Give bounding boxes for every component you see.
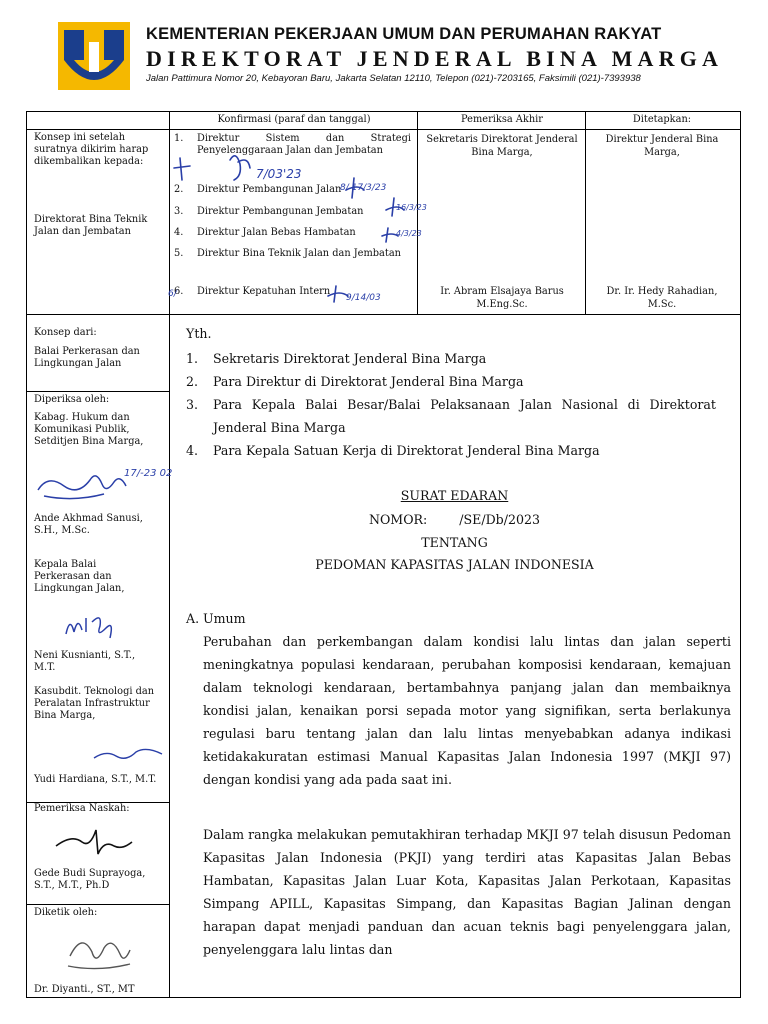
recipient-num: 4. (186, 443, 199, 458)
list-item (186, 439, 716, 462)
initial-date-2: 8/ 17/3/23 (340, 183, 387, 193)
ministry-name: KEMENTERIAN PEKERJAAN UMUM DAN PERUMAHAN RAKYAT (146, 25, 662, 43)
list-item (186, 347, 716, 370)
letter-number (170, 512, 739, 527)
concept-return-unit: Direktorat Bina Teknik Jalan dan Jembatan (34, 214, 148, 237)
paragraph-2: Dalam rangka melakukan pemutakhiran terhadap MKJI 97 telah disusun Pedoman Kapasitas Jalan Indonesia (PKJI) yang terdiri atas Kapasitas Jalan Bebas Hambatan, Kapasitas Jalan Luar Kota, Kapasitas Jalan Perkotaan, Kapasitas Simpang APILL, Kapasitas Simpang, dan Kapasitas Bagian Jalinan dengan harapan dapat menjadi panduan dan acuan teknis bagi penyelenggara jalan, penyelenggara lalu lintas dan (203, 827, 731, 957)
diperiksa-label: Diperiksa oleh: (34, 394, 110, 405)
approved-name: Dr. Ir. Hedy Rahadian, M.Sc. (606, 286, 718, 310)
final-check-name: Ir. Abram Elsajaya Barus M.Eng.Sc. (440, 286, 564, 310)
letter-subject: PEDOMAN KAPASITAS JALAN INDONESIA (315, 557, 594, 572)
initial-date-3: 16/3/23 (396, 203, 427, 212)
diperiksa-name: Ande Akhmad Sanusi, S.H., M.Sc. (34, 513, 143, 536)
header-ditetapkan: Ditetapkan: (632, 114, 692, 125)
recipient-text: Sekretaris Direktorat Jenderal Bina Marga (213, 351, 487, 366)
number-label: NOMOR: (368, 512, 428, 527)
recipient-text: Para Kepala Balai Besar/Balai Pelaksanaan Jalan Nasional di Direktorat Jenderal Bina Marga (213, 397, 716, 435)
recipient-text: Para Kepala Satuan Kerja di Direktorat Jenderal Bina Marga (213, 443, 600, 458)
kepala-balai-title: Kepala Balai Perkerasan dan Lingkungan Jalan, (34, 559, 125, 594)
pemeriksa-naskah-label: Pemeriksa Naskah: (34, 803, 130, 814)
confirm-item: Direktur Pembangunan Jembatan (197, 206, 364, 217)
letterhead-address: Jalan Pattimura Nomor 20, Kebayoran Baru, Jakarta Selatan 12110, Telepon (021)-7203165, Faksimili (021)-7393938 (146, 73, 641, 84)
pemeriksa-naskah-name: Gede Budi Suprayoga, S.T., M.T., Ph.D (34, 868, 146, 891)
confirm-num: 2. (174, 184, 184, 195)
diperiksa-unit: Kabag. Hukum dan Komunikasi Publik, Setditjen Bina Marga, (34, 412, 144, 447)
signature-yudi-icon (92, 742, 164, 766)
letter-title: SURAT EDARAN (400, 488, 509, 503)
confirm-num: 1. (174, 133, 184, 144)
letter-about: TENTANG (421, 535, 488, 550)
kasubdit-title: Kasubdit. Teknologi dan Peralatan Infrastruktur Bina Marga, (34, 686, 155, 721)
number-value: /SE/Db/2023 (459, 512, 541, 527)
initial-date-1: 7/03'23 (256, 167, 302, 181)
section-title: Umum (203, 611, 246, 626)
konsep-dari-label: Konsep dari: (34, 327, 97, 338)
signature-gede-icon (52, 820, 136, 862)
confirm-item: Direktur Pembangunan Jalan (197, 184, 342, 195)
concept-return-note: Konsep ini setelah suratnya dikirim harap dikembalikan kepada: (34, 132, 149, 167)
list-item (186, 393, 716, 439)
signature-ande-icon (34, 462, 173, 504)
recipient-list (186, 347, 716, 462)
confirm-item: Direktur Kepatuhan Intern (197, 286, 331, 297)
confirm-item: Direktur Jalan Bebas Hambatan (197, 227, 356, 238)
final-check-title: Sekretaris Direktorat Jenderal Bina Marga, (426, 134, 578, 158)
confirm-num: 5. (174, 248, 184, 259)
diketik-name: Dr. Diyanti., ST., MT (34, 984, 135, 995)
recipient-num: 3. (186, 397, 199, 412)
konsep-dari-unit: Balai Perkerasan dan Lingkungan Jalan (34, 346, 140, 369)
section-num: A. (186, 611, 200, 626)
initial-date-6: 9/14/03 (346, 293, 381, 303)
confirm-num: 3. (174, 206, 184, 217)
header-konfirmasi: Konfirmasi (paraf dan tanggal) (217, 114, 371, 125)
paraf-signatures (168, 150, 427, 310)
approved-title: Direktur Jenderal Bina Marga, (605, 134, 719, 158)
confirm-item: Direktur Sistem dan Strategi Penyelenggaraan Jalan dan Jembatan (197, 133, 411, 156)
signature-neni-icon (62, 608, 118, 644)
confirm-num: 6. (174, 286, 184, 297)
diketik-label: Diketik oleh: (34, 907, 98, 918)
confirm-item: Direktur Bina Teknik Jalan dan Jembatan (197, 248, 401, 259)
list-item (186, 370, 716, 393)
initial-date-5: 6/ (168, 289, 177, 299)
recipient-num: 1. (186, 351, 199, 366)
salutation: Yth. (186, 326, 212, 341)
ministry-logo-icon (58, 22, 130, 90)
paragraph-1: Perubahan dan perkembangan dalam kondisi lalu lintas dan jalan seperti meningkatnya populasi kendaraan, perubahan komposisi kendaraan, kemajuan dalam teknologi kendaraan, bertambahnya panjang jalan dan membaiknya kondisi jalan, kenaikan porsi sepada motor yang signifikan, serta berlakunya regulasi baru tentang jalan dan lalu lintas menyebabkan adanya indikasi ketidakakuratan estimasi Manual Kapasitas Jalan Indonesia 1997 (MKJI 97) dengan kondisi yang ada pada saat ini. (203, 634, 731, 787)
header-pemeriksa-akhir: Pemeriksa Akhir (461, 114, 543, 125)
kasubdit-name: Yudi Hardiana, S.T., M.T. (34, 774, 157, 785)
letterhead (58, 22, 724, 92)
directorate-name: DIREKTORAT JENDERAL BINA MARGA (146, 46, 724, 71)
recipient-num: 2. (186, 374, 199, 389)
signature-date: 17/-23 02 (124, 468, 173, 479)
signature-diyanti-icon (64, 926, 134, 976)
initial-date-4: 4/3/23 (396, 229, 422, 238)
kepala-balai-name: Neni Kusnianti, S.T., M.T. (34, 650, 136, 673)
recipient-text: Para Direktur di Direktorat Jenderal Bina Marga (213, 374, 524, 389)
confirm-num: 4. (174, 227, 184, 238)
